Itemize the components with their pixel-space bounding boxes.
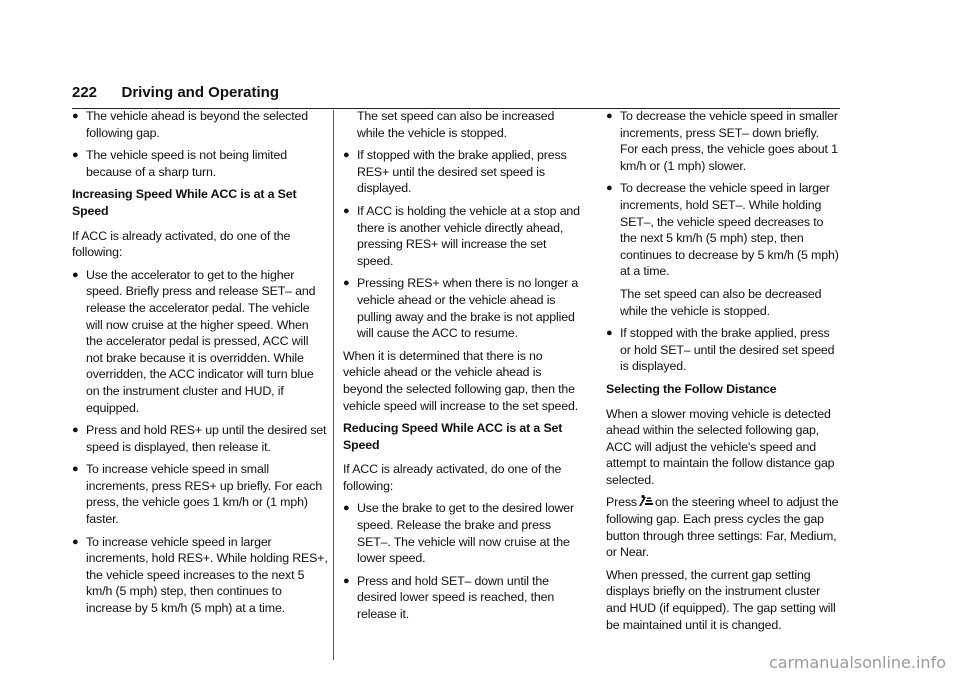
bullet-icon: ● xyxy=(606,182,613,195)
follow-gap-icon xyxy=(637,494,655,508)
column-divider xyxy=(333,110,334,660)
press-text: Press xyxy=(606,495,637,510)
column-3 xyxy=(606,108,840,639)
subheading: Selecting the Follow Distance xyxy=(606,381,777,396)
list-item: ● Pressing RES+ when there is no longer a vehicle ahead or the vehicle ahead is pulling away and the brake is not applied will cause the ACC to resume. xyxy=(343,276,579,341)
paragraph: When a slower moving vehicle is detected ahead within the selected following gap, ACC will adjust the vehicle's speed and attempt to maintain the follow distance gap selected. xyxy=(606,406,835,487)
list-item: ● If ACC is holding the vehicle at a stop and there is another vehicle directly ahead, pressing RES+ will increase the set speed. xyxy=(343,203,580,268)
bullet-icon: ● xyxy=(343,149,350,162)
bullet-icon: ● xyxy=(343,502,350,515)
paragraph-gap xyxy=(606,494,840,560)
bullet-icon: ● xyxy=(72,424,79,437)
list-item: ● Press and hold RES+ up until the desired set speed is displayed, then release it. xyxy=(72,423,327,454)
list-item: ● To increase vehicle speed in small increments, press RES+ up briefly. For each press, the vehicle goes 1 km/h or (1 mph) faster. xyxy=(72,462,323,527)
bullet-icon: ● xyxy=(343,204,350,217)
list-item: ● To increase vehicle speed in larger increments, hold RES+. While holding RES+, the vehicle speed increases to the next 5 km/h (5 mph) step, then continues to increase by 5 km/h (5 mph) at a time. xyxy=(72,534,328,616)
paragraph: If ACC is already activated, do one of the following: xyxy=(72,228,291,260)
column-1 xyxy=(72,108,328,623)
section-title: Driving and Operating xyxy=(121,84,279,101)
bullet-icon: ● xyxy=(606,110,613,122)
list-item: ● The vehicle ahead is beyond the selected following gap. xyxy=(72,109,309,140)
list-item: ● Use the accelerator to get to the higher speed. Briefly press and release SET– and release the accelerator pedal. The vehicle will now cruise at the higher speed. When the accelerator pedal is pressed, ACC will not brake because it is overridden. While overridden, the ACC indicator will turn blue on the instrument cluster and HUD, if equipped. xyxy=(72,267,316,415)
list-item: ● Use the brake to get to the desired lower speed. Release the brake and press SET–. The vehicle will now cruise at the lower speed. xyxy=(343,501,575,566)
column-2 xyxy=(343,108,581,629)
subheading: Increasing Speed While ACC is at a Set Speed xyxy=(72,187,297,218)
list-item: ● To decrease the vehicle speed in larger increments, hold SET–. While holding SET–, the vehicle speed decreases to the next 5 km/h (5 mph) step, then continues to decrease by 5 km/h (5 mph) at a time. xyxy=(606,181,839,279)
bullet-icon: ● xyxy=(72,535,79,548)
list-item: ● Press and hold SET– down until the desired lower speed is reached, then release it. xyxy=(343,573,555,622)
watermark: carmanualsonline.info xyxy=(768,653,946,672)
paragraph: When it is determined that there is no vehicle ahead or the vehicle ahead is beyond the selected following gap, then the vehicle speed will increase to the set speed. xyxy=(343,348,579,413)
paragraph: The set speed can also be increased while the vehicle is stopped. xyxy=(357,109,555,140)
press-text-rest: on the steering wheel to adjust the following gap. Each press cycles the gap button through three settings: Far, Medium, or Near. xyxy=(606,495,839,560)
bullet-icon: ● xyxy=(72,463,79,476)
paragraph: The set speed can also be decreased while the vehicle is stopped. xyxy=(620,286,822,318)
paragraph: If ACC is already activated, do one of the following: xyxy=(343,462,562,493)
list-item: ● If stopped with the brake applied, press RES+ until the desired set speed is displayed. xyxy=(343,148,567,196)
page-header xyxy=(72,84,840,109)
bullet-icon: ● xyxy=(72,149,79,162)
paragraph: When pressed, the current gap setting displays briefly on the instrument cluster and HUD (if equipped). The gap setting will be maintained until it is changed. xyxy=(606,567,836,632)
list-item: ● The vehicle speed is not being limited because of a sharp turn. xyxy=(72,148,287,179)
subheading: Reducing Speed While ACC is at a Set Speed xyxy=(343,421,563,452)
bullet-icon: ● xyxy=(72,110,79,122)
list-item: ● If stopped with the brake applied, press or hold SET– until the desired set speed is displayed. xyxy=(606,326,835,374)
bullet-icon: ● xyxy=(606,327,613,340)
bullet-icon: ● xyxy=(72,268,79,281)
page-number: 222 xyxy=(72,84,98,101)
bullet-icon: ● xyxy=(343,574,350,587)
list-item: ● To decrease the vehicle speed in smaller increments, press SET– down briefly. For each press, the vehicle goes about 1 km/h or (1 mph) slower. xyxy=(606,109,838,173)
bullet-icon: ● xyxy=(343,277,350,290)
